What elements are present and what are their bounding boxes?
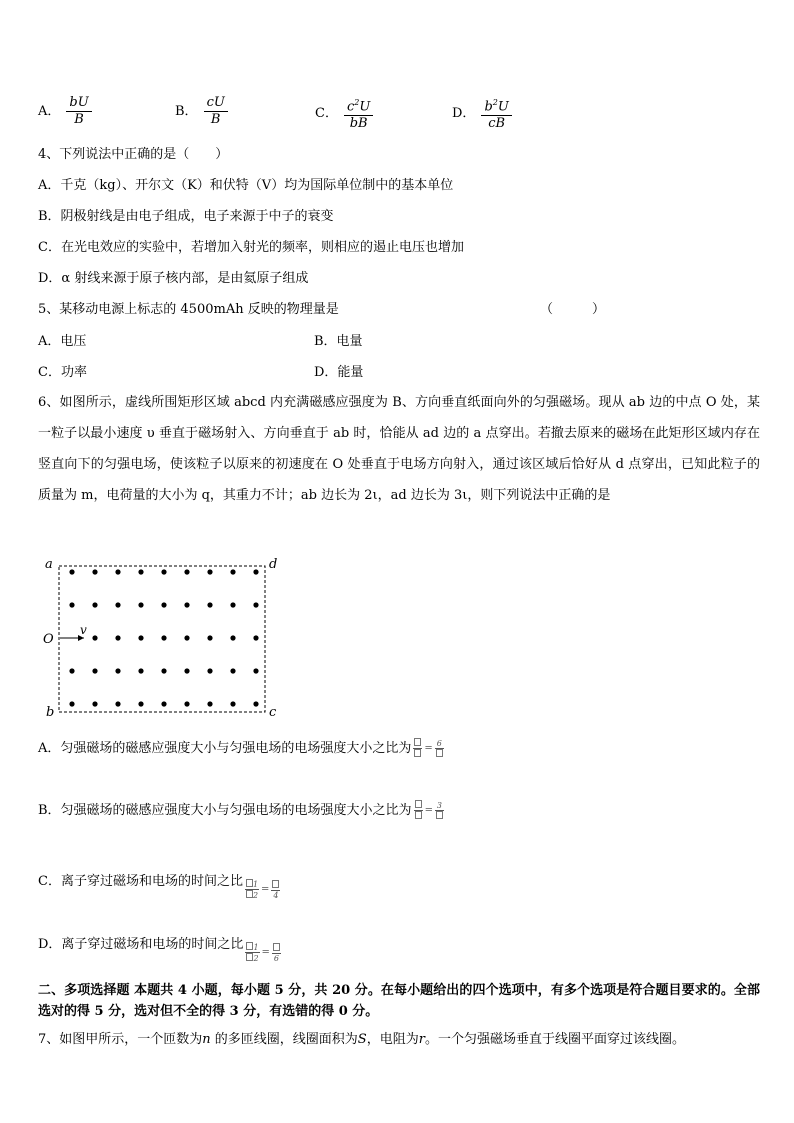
q7-stem: 7、如图甲所示，一个匝数为n 的多匝线圈，线圈面积为S，电阻为r。一个匀强磁场垂直于线圈平面穿过该线圈。 <box>38 1032 685 1047</box>
q5-stem: 5、某移动电源上标志的 4500mAh 反映的物理量是 <box>38 302 339 317</box>
q5-option-a: A．电压 <box>38 334 87 349</box>
label-d: d <box>269 557 278 572</box>
field-dot <box>138 602 143 607</box>
field-dot <box>92 569 97 574</box>
field-dot <box>115 602 120 607</box>
field-dot <box>161 635 166 640</box>
field-dot <box>253 668 258 673</box>
magnetic-field-dots <box>69 569 258 706</box>
q5-option-c: C．功率 <box>38 365 87 380</box>
field-dot <box>92 701 97 706</box>
field-dot <box>230 569 235 574</box>
field-dot <box>230 602 235 607</box>
q6-option-a: A．匀强磁场的磁感应强度大小与匀强电场的电场强度大小之比为 = 6 <box>38 738 444 759</box>
field-dot <box>207 569 212 574</box>
field-dot <box>69 602 74 607</box>
q3-option-b <box>175 95 228 128</box>
field-dot <box>92 668 97 673</box>
q3-option-d <box>452 95 512 132</box>
q3-option-c-fraction: $\frac{c^2U}{bB}$ <box>344 95 373 132</box>
q3-option-c <box>315 95 373 132</box>
field-dot <box>69 569 74 574</box>
field-dot <box>115 635 120 640</box>
field-dot <box>184 668 189 673</box>
field-dot <box>115 701 120 706</box>
label-c: c <box>269 705 277 720</box>
q6-option-c: C．离子穿过磁场和电场的时间之比 $\frac{1}{2}$ = 4 <box>38 874 279 900</box>
q3-option-a-label: A． <box>38 104 61 119</box>
label-v: v <box>80 623 87 637</box>
field-dot <box>161 701 166 706</box>
q6-option-c-formula: $\frac{1}{2}$ = 4 <box>245 879 280 900</box>
field-dot <box>184 569 189 574</box>
field-dot <box>115 668 120 673</box>
field-dot <box>138 668 143 673</box>
field-dot <box>161 602 166 607</box>
field-dot <box>184 602 189 607</box>
field-dot <box>184 635 189 640</box>
field-dot <box>253 602 258 607</box>
field-dot <box>253 701 258 706</box>
q6-option-b-formula: = 3 <box>414 800 444 821</box>
field-dot <box>230 701 235 706</box>
label-a: a <box>45 557 53 572</box>
field-dot <box>207 701 212 706</box>
field-dot <box>207 668 212 673</box>
q3-option-a <box>38 95 92 128</box>
field-dot <box>138 569 143 574</box>
field-dot <box>207 602 212 607</box>
q5-option-b: B．电量 <box>314 334 363 349</box>
field-dot <box>253 635 258 640</box>
field-dot <box>230 668 235 673</box>
q6-option-b: B．匀强磁场的磁感应强度大小与匀强电场的电场强度大小之比为 = 3 <box>38 800 444 821</box>
q5-option-d: D．能量 <box>314 365 364 380</box>
q6-option-a-formula: = 6 <box>413 738 443 759</box>
q4-option-c: C．在光电效应的实验中，若增加入射光的频率，则相应的遏止电压也增加 <box>38 240 464 255</box>
q4-option-d: D．α 射线来源于原子核内部，是由氦原子组成 <box>38 271 309 286</box>
q6-option-d-formula: $\frac{1}{2}$ = 6 <box>245 942 280 963</box>
q5-answer-paren: （ ） <box>540 302 606 317</box>
q4-option-b: B．阴极射线是由电子组成，电子来源于中子的衰变 <box>38 209 334 224</box>
label-o: O <box>43 632 54 647</box>
field-dot <box>138 701 143 706</box>
q6-stem: 6、如图所示，虚线所围矩形区域 abcd 内充满磁感应强度为 B、方向垂直纸面向外的匀强磁场。现从 ab 边的中点 O 处，某一粒子以最小速度 υ 垂直于磁场射入、方向垂直于 ab 时，恰能从 ad 边的 a 点穿出。若撤去原来的磁场在此矩形区域内存在竖直向下的匀强电场，使该粒子以原来的初速度在 O 处垂直于电场方向射入，通过该区域后恰好从 d 点穿出，已知此粒子的质量为 m，电荷量的大小为 q，其重力不计；ab 边长为 2ι，ad 边长为 3ι，则下列说法中正确的是 <box>38 395 760 503</box>
field-dot <box>230 635 235 640</box>
field-dot <box>69 668 74 673</box>
field-dot <box>184 701 189 706</box>
q6-field-diagram <box>40 554 290 724</box>
q6-option-d: D．离子穿过磁场和电场的时间之比 $\frac{1}{2}$ = 6 <box>38 937 279 963</box>
q3-option-c-label: C． <box>315 106 338 122</box>
q4-option-a: A．千克（kg）、开尔文（K）和伏特（V）均为国际单位制中的基本单位 <box>38 178 454 193</box>
field-dot <box>161 569 166 574</box>
field-dot <box>115 569 120 574</box>
field-dot <box>92 602 97 607</box>
q3-option-d-label: D． <box>452 106 476 122</box>
field-dot <box>161 668 166 673</box>
section2-instructions: 二、多项选择题 本题共 4 小题，每小题 5 分，共 20 分。在每小题给出的四个选项中，有多个选项是符合题目要求的。全部选对的得 5 分，选对但不全的得 3 分，有选错的得 0 分。 <box>38 983 760 1019</box>
q3-option-b-label: B． <box>175 104 198 119</box>
label-b: b <box>46 705 55 720</box>
field-dot <box>69 701 74 706</box>
field-dot <box>138 635 143 640</box>
q3-option-b-fraction: $\frac{cU}{B}$ <box>204 95 228 128</box>
field-dot <box>92 635 97 640</box>
q4-stem: 4、下列说法中正确的是（ ） <box>38 147 229 162</box>
field-dot <box>253 569 258 574</box>
q3-option-d-fraction: $\frac{b^2U}{cB}$ <box>481 95 511 132</box>
field-dot <box>207 635 212 640</box>
q3-option-a-fraction: $\frac{bU}{B}$ <box>66 95 91 128</box>
